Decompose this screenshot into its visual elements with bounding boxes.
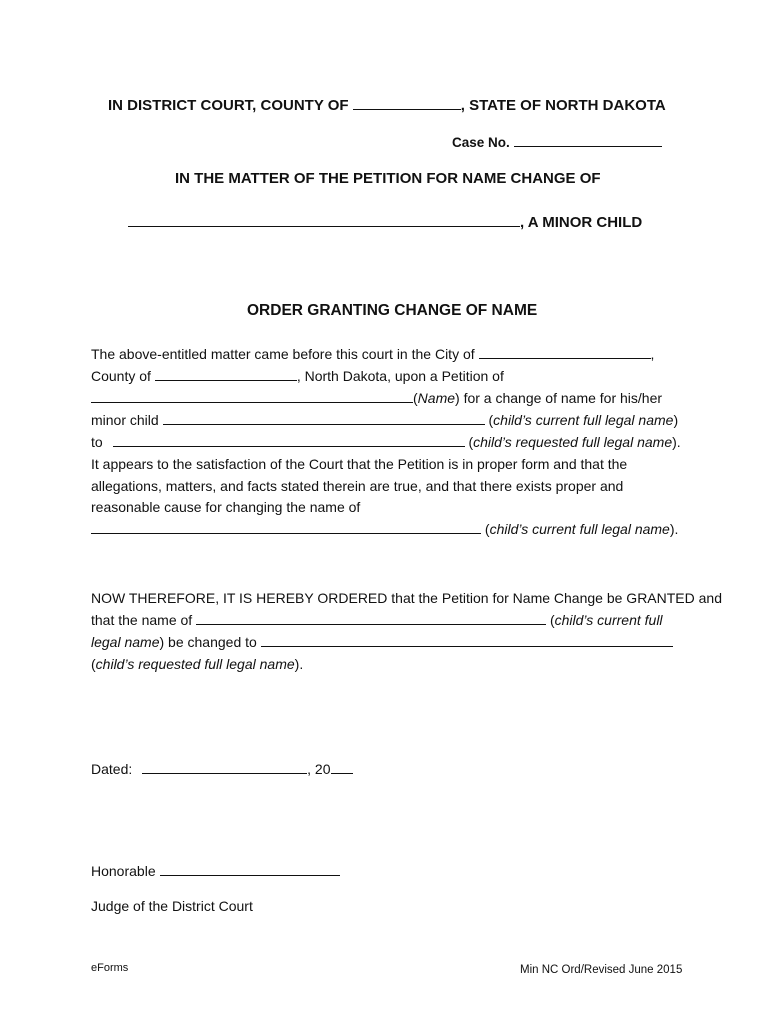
order-current-name-blank[interactable] xyxy=(196,611,546,625)
county-blank[interactable] xyxy=(353,96,461,110)
honorable-row: Honorable xyxy=(91,862,340,880)
child-requested-name-blank[interactable] xyxy=(113,433,465,447)
body-line-2: County of , North Dakota, upon a Petition of xyxy=(91,368,504,384)
case-number-blank[interactable] xyxy=(514,133,662,147)
order-line-1: NOW THEREFORE, IT IS HEREBY ORDERED that the Petition for Name Change be GRANTED and xyxy=(91,590,722,606)
order-new-name-blank[interactable] xyxy=(261,633,673,647)
petitioner-name-blank[interactable] xyxy=(91,389,413,403)
order-line-2: that the name of (child’s current full xyxy=(91,612,663,628)
body-line-9: (child’s current full legal name). xyxy=(91,520,678,538)
body-county-blank[interactable] xyxy=(155,367,297,381)
dated-row: Dated: , 20 xyxy=(91,760,353,778)
order-line-4: (child’s requested full legal name). xyxy=(91,656,304,672)
page-title: ORDER GRANTING CHANGE OF NAME xyxy=(247,302,538,319)
body-line-8: reasonable cause for changing the name of xyxy=(91,499,361,515)
body-line-4: minor child (child’s current full legal name) xyxy=(91,412,679,428)
body-line-6: It appears to the satisfaction of the Court that the Petition is in proper form and that the xyxy=(91,456,628,472)
body-line-5: to (child’s requested full legal name). xyxy=(91,434,681,450)
body-line-1: The above-entitled matter came before this court in the City of , xyxy=(91,346,655,362)
court-heading: IN DISTRICT COURT, COUNTY OF , STATE OF NORTH DAKOTA xyxy=(108,97,666,114)
child-current-name-blank-2[interactable] xyxy=(91,520,481,534)
minor-child-row: , A MINOR CHILD xyxy=(128,213,642,232)
minor-name-blank[interactable] xyxy=(128,213,520,227)
footer-right: Min NC Ord/Revised June 2015 xyxy=(520,964,683,976)
body-line-3: (Name) for a change of name for his/her xyxy=(91,389,662,407)
order-line-3: legal name) be changed to xyxy=(91,633,673,651)
year-blank[interactable] xyxy=(331,760,353,774)
judge-title: Judge of the District Court xyxy=(91,898,253,914)
case-number-row: Case No. xyxy=(452,133,662,152)
child-current-name-blank[interactable] xyxy=(163,411,485,425)
city-blank[interactable] xyxy=(479,345,651,359)
date-blank[interactable] xyxy=(142,760,307,774)
footer-left: eForms xyxy=(91,962,129,974)
judge-name-blank[interactable] xyxy=(160,862,340,876)
matter-heading: IN THE MATTER OF THE PETITION FOR NAME CHANGE OF xyxy=(175,170,601,187)
body-line-7: allegations, matters, and facts stated therein are true, and that there exists proper and xyxy=(91,478,624,494)
